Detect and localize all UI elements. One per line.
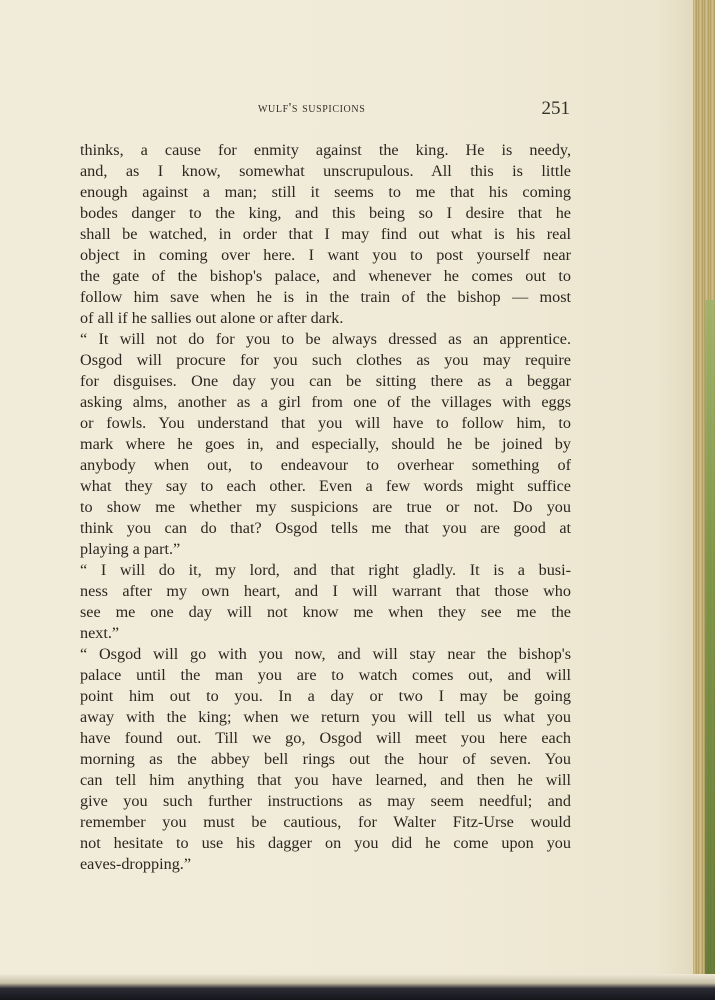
text-line: playing a part.” (80, 540, 181, 558)
text-line: morning as the abbey bell rings out the hour of seven. You (80, 750, 571, 768)
page-number: 251 (541, 98, 570, 119)
text-line: think you can do that? Osgod tells me that you are good at (80, 519, 571, 537)
text-line: can tell him anything that you have learned, and then he will (80, 771, 571, 789)
running-head: wulf's suspicions (258, 101, 366, 116)
text-line: palace until the man you are to watch comes out, and will (80, 666, 571, 684)
cover-edge (705, 300, 715, 990)
text-line: follow him save when he is in the train of the bishop — most (80, 288, 571, 306)
bottom-shadow (0, 974, 715, 1000)
text-line: the gate of the bishop's palace, and whenever he comes out to (80, 267, 571, 285)
text-line: asking alms, another as a girl from one of the villages with eggs (80, 393, 571, 411)
text-line: to show me whether my suspicions are true or not. Do you (80, 498, 571, 516)
text-line: eaves-dropping.” (80, 855, 192, 873)
text-line: what they say to each other. Even a few words might suffice (80, 477, 571, 495)
text-line: thinks, a cause for enmity against the king. He is needy, (80, 141, 571, 159)
text-line: object in coming over here. I want you to post yourself near (80, 246, 571, 264)
text-line: and, as I know, somewhat unscrupulous. All this is little (80, 162, 571, 180)
text-line: anybody when out, to endeavour to overhear something of (80, 456, 571, 474)
text-line: bodes danger to the king, and this being so I desire that he (80, 204, 571, 222)
text-line: for disguises. One day you can be sitting there as a beggar (80, 372, 571, 390)
text-line: remember you must be cautious, for Walter Fitz-Urse would (80, 813, 571, 831)
text-line: of all if he sallies out alone or after dark. (80, 309, 344, 327)
text-line: “ Osgod will go with you now, and will stay near the bishop's (80, 645, 571, 663)
text-line: point him out to you. In a day or two I may be going (80, 687, 571, 705)
text-line: see me one day will not know me when they see me the (80, 603, 571, 621)
text-line: next.” (80, 624, 120, 642)
text-line: mark where he goes in, and especially, should he be joined by (80, 435, 571, 453)
text-line: Osgod will procure for you such clothes as you may require (80, 351, 571, 369)
text-line: ness after my own heart, and I will warrant that those who (80, 582, 571, 600)
text-line: enough against a man; still it seems to me that his coming (80, 183, 571, 201)
text-line: “ I will do it, my lord, and that right gladly. It is a busi- (80, 561, 571, 579)
text-line: or fowls. You understand that you will have to follow him, to (80, 414, 571, 432)
body-text (80, 140, 571, 875)
text-line: shall be watched, in order that I may find out what is his real (80, 225, 571, 243)
page-header (80, 98, 570, 122)
text-line: away with the king; when we return you will tell us what you (80, 708, 571, 726)
text-line: give you such further instructions as may seem needful; and (80, 792, 571, 810)
text-line: “ It will not do for you to be always dressed as an apprentice. (80, 330, 571, 348)
text-line: have found out. Till we go, Osgod will meet you here each (80, 729, 571, 747)
text-line: not hesitate to use his dagger on you did he come upon you (80, 834, 571, 852)
